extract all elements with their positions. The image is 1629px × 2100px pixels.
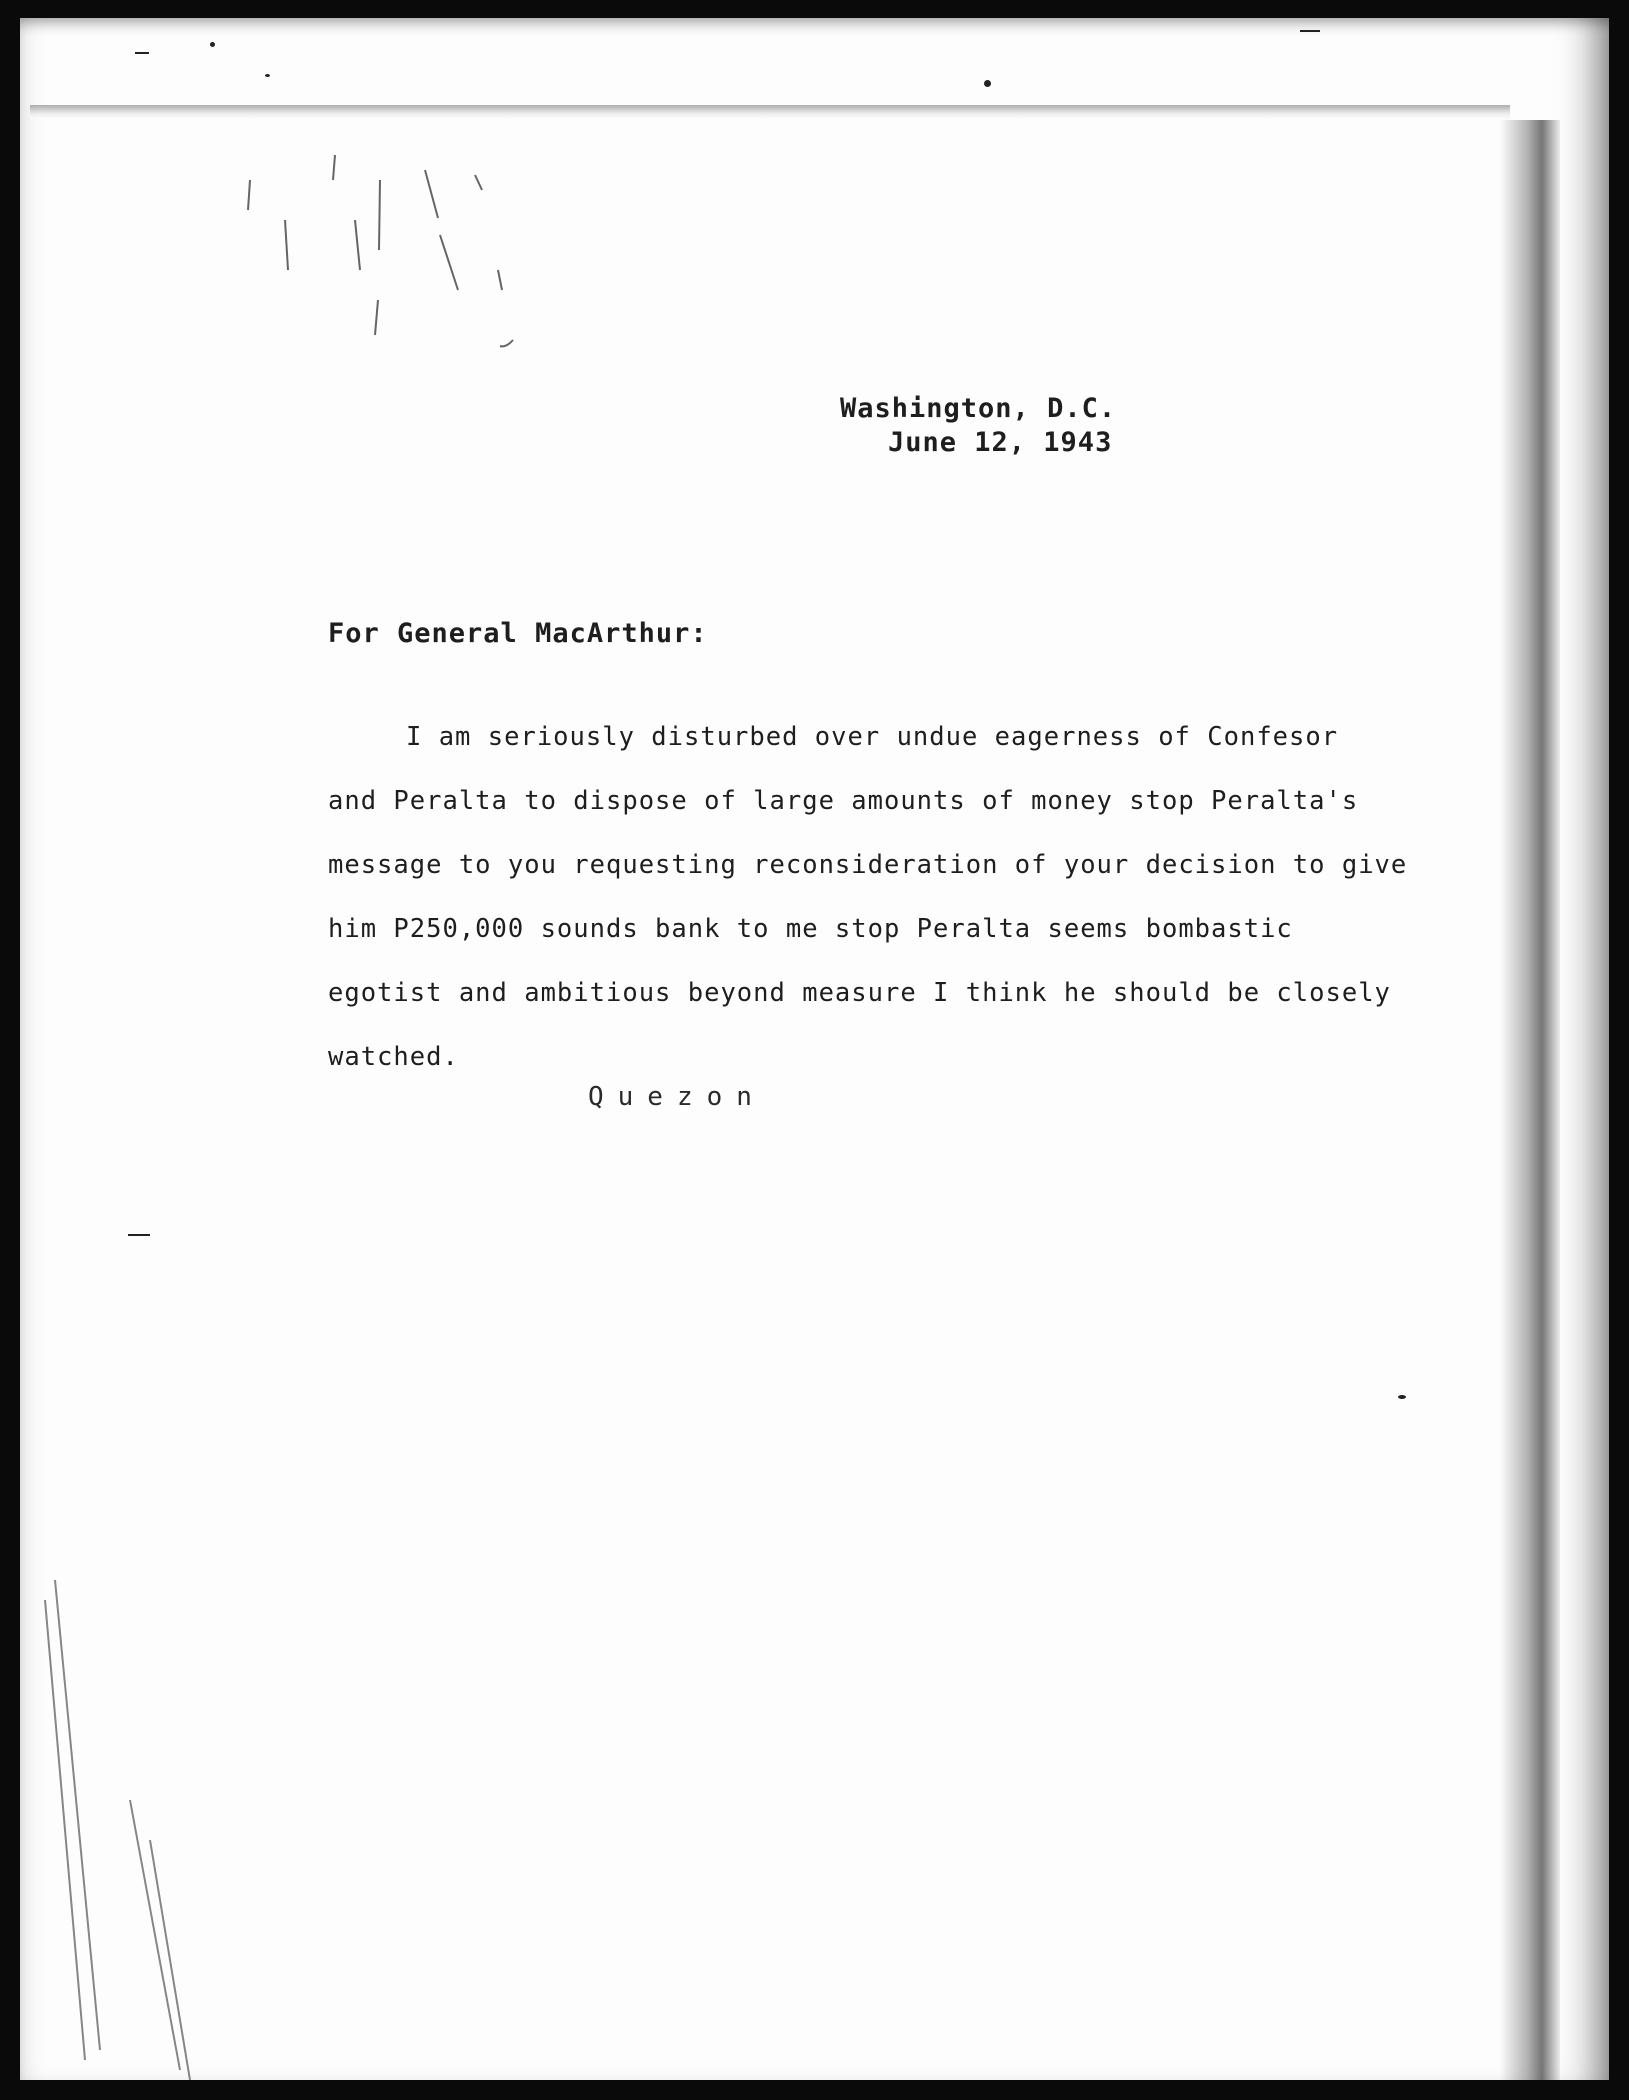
- body-line: him P250,000 sounds bank to me stop Peralta seems bombastic: [328, 914, 1293, 944]
- body-line: and Peralta to dispose of large amounts of money stop Peralta's: [328, 786, 1359, 816]
- ink-speck: [128, 1234, 150, 1236]
- body-line: watched.: [328, 1042, 459, 1072]
- letter-salutation: For General MacArthur:: [328, 618, 708, 649]
- ink-speck: [1398, 1395, 1406, 1399]
- ink-speck: [1300, 30, 1320, 32]
- ink-speck: [265, 74, 270, 77]
- body-line: egotist and ambitious beyond measure I think he should be closely: [328, 978, 1391, 1008]
- stray-pen-marks: [230, 140, 550, 370]
- ink-speck: [984, 80, 991, 87]
- ink-speck: [135, 52, 149, 54]
- right-edge-shadow: [1500, 120, 1560, 2080]
- paper-fold-edge: [30, 105, 1510, 119]
- letter-date: June 12, 1943: [888, 427, 1113, 458]
- body-line: message to you requesting reconsideration of your decision to give: [328, 850, 1408, 880]
- body-line: I am seriously disturbed over undue eagerness of Confesor: [406, 722, 1339, 752]
- letter-place: Washington, D.C.: [840, 393, 1117, 424]
- letter-body: [328, 705, 1408, 1089]
- letter-signature: Quezon: [588, 1082, 766, 1112]
- ink-speck: [210, 42, 215, 47]
- left-edge-streaks: [30, 1580, 200, 2080]
